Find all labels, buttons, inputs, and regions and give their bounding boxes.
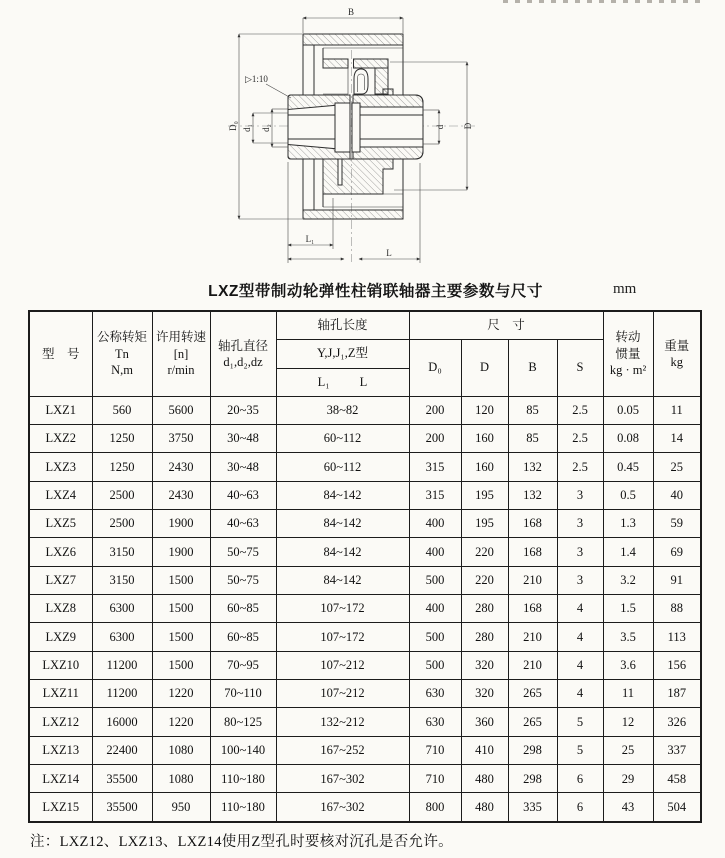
dim-label-d: d [435,124,445,130]
cell-torque: 6300 [92,594,152,622]
cell-speed: 1500 [152,566,210,594]
cell-s: 5 [557,736,603,764]
cell-length: 107~212 [276,651,409,679]
cell-inertia: 0.08 [603,424,653,452]
table-row [29,538,701,566]
sub-header-L1-L: L₁ L [276,368,409,396]
cell-s: 4 [557,651,603,679]
cell-b: 168 [508,594,557,622]
dim-B [303,7,403,33]
cell-weight: 88 [653,594,701,622]
cell-bore: 40~63 [210,481,276,509]
cell-inertia: 0.5 [603,481,653,509]
cell-model: LXZ3 [29,453,92,481]
cell-d0: 630 [409,708,461,736]
col-header-speed: 许用转速 [n] r/min [152,311,210,396]
flange-plate-right [352,103,360,152]
cell-bore: 60~85 [210,623,276,651]
cell-bore: 60~85 [210,594,276,622]
cell-weight: 113 [653,623,701,651]
cell-b: 210 [508,623,557,651]
cell-model: LXZ10 [29,651,92,679]
dim-label-d1: d₁ [242,124,252,132]
cell-torque: 2500 [92,509,152,537]
cell-weight: 326 [653,708,701,736]
cell-inertia: 1.4 [603,538,653,566]
dim-d2 [261,109,288,147]
cell-d: 195 [461,481,508,509]
cell-inertia: 25 [603,736,653,764]
cell-weight: 504 [653,793,701,822]
cell-length: 132~212 [276,708,409,736]
cell-speed: 1900 [152,509,210,537]
cell-s: 3 [557,538,603,566]
cell-speed: 2430 [152,453,210,481]
cell-d: 480 [461,764,508,792]
cell-b: 265 [508,708,557,736]
dim-label-L: L [386,248,392,258]
cell-inertia: 3.5 [603,623,653,651]
cell-inertia: 0.45 [603,453,653,481]
cell-model: LXZ11 [29,679,92,707]
cropped-text-fragment [503,0,703,3]
cell-bore: 20~35 [210,396,276,424]
cell-torque: 11200 [92,679,152,707]
cell-d: 320 [461,651,508,679]
cell-torque: 11200 [92,651,152,679]
cell-inertia: 1.3 [603,509,653,537]
cell-d: 360 [461,708,508,736]
dim-label-d2: d₂ [261,124,271,132]
cell-b: 265 [508,679,557,707]
cell-torque: 16000 [92,708,152,736]
table-row [29,651,701,679]
cell-d: 220 [461,566,508,594]
cell-weight: 187 [653,679,701,707]
cell-model: LXZ15 [29,793,92,822]
cell-speed: 1080 [152,736,210,764]
cell-b: 132 [508,481,557,509]
elastic-pin [354,69,368,94]
table-row [29,708,701,736]
cell-d0: 500 [409,651,461,679]
cell-bore: 110~180 [210,764,276,792]
table-row [29,594,701,622]
cell-speed: 1900 [152,538,210,566]
cell-weight: 25 [653,453,701,481]
flange-plate-left [335,103,350,152]
cell-inertia: 3.6 [603,651,653,679]
cell-speed: 1500 [152,594,210,622]
group-header-dimensions: 尺 寸 [409,311,603,339]
cell-d0: 315 [409,453,461,481]
cell-weight: 337 [653,736,701,764]
dim-label-B: B [347,7,355,17]
cell-weight: 156 [653,651,701,679]
cell-model: LXZ4 [29,481,92,509]
col-header-S: S [557,339,603,396]
cell-s: 2.5 [557,396,603,424]
dim-label-L1: L₁ [305,234,315,244]
cell-d: 480 [461,793,508,822]
cell-model: LXZ1 [29,396,92,424]
cell-d: 195 [461,509,508,537]
cell-s: 4 [557,623,603,651]
cell-b: 85 [508,424,557,452]
cell-speed: 3750 [152,424,210,452]
col-header-bore: 轴孔直径 d₁,d₂,dz [210,311,276,396]
cell-b: 168 [508,509,557,537]
col-header-D0: D₀ [409,339,461,396]
cell-d0: 500 [409,566,461,594]
cell-model: LXZ2 [29,424,92,452]
hub-right-section [352,89,423,159]
col-header-torque: 公称转矩Tn N,m [92,311,152,396]
cell-bore: 110~180 [210,793,276,822]
cell-bore: 50~75 [210,566,276,594]
cell-length: 84~142 [276,509,409,537]
cell-weight: 458 [653,764,701,792]
cell-model: LXZ5 [29,509,92,537]
cell-torque: 3150 [92,538,152,566]
cell-speed: 1500 [152,651,210,679]
cell-length: 107~172 [276,623,409,651]
cell-d: 280 [461,623,508,651]
cell-length: 60~112 [276,424,409,452]
cell-d0: 200 [409,396,461,424]
table-row [29,623,701,651]
col-header-inertia: 转动 惯量 kg · m² [603,311,653,396]
cell-d0: 630 [409,679,461,707]
cell-d: 160 [461,424,508,452]
cell-d0: 400 [409,538,461,566]
cell-d0: 400 [409,509,461,537]
dim-d [423,110,445,144]
col-header-weight: 重量 kg [653,311,701,396]
cell-inertia: 29 [603,764,653,792]
cell-weight: 14 [653,424,701,452]
cell-length: 107~212 [276,679,409,707]
cell-d: 320 [461,679,508,707]
cell-length: 107~172 [276,594,409,622]
cell-model: LXZ12 [29,708,92,736]
cell-b: 298 [508,764,557,792]
cell-model: LXZ14 [29,764,92,792]
cell-length: 84~142 [276,538,409,566]
table-row [29,424,701,452]
cell-inertia: 1.5 [603,594,653,622]
cell-length: 60~112 [276,453,409,481]
cell-b: 85 [508,396,557,424]
cell-b: 132 [508,453,557,481]
cell-speed: 1220 [152,679,210,707]
cell-torque: 560 [92,396,152,424]
dim-label-D: D [463,122,473,130]
cell-s: 2.5 [557,453,603,481]
table-row [29,736,701,764]
cell-torque: 22400 [92,736,152,764]
table-row [29,481,701,509]
cell-weight: 11 [653,396,701,424]
cell-d0: 500 [409,623,461,651]
cell-model: LXZ8 [29,594,92,622]
cell-bore: 30~48 [210,424,276,452]
cell-d: 280 [461,594,508,622]
dim-label-D0: D₀ [228,121,238,131]
taper-callout [245,74,291,98]
cell-speed: 2430 [152,481,210,509]
group-header-bore-length: 轴孔长度 [276,311,409,339]
cell-model: LXZ7 [29,566,92,594]
footnote: 注：LXZ12、LXZ13、LXZ14使用Z型孔时要核对沉孔是否允许。 [30,834,453,850]
cell-b: 335 [508,793,557,822]
cell-d0: 710 [409,764,461,792]
cell-model: LXZ13 [29,736,92,764]
sub-header-length-types: Y,J,J₁,Z型 [276,339,409,368]
cell-length: 84~142 [276,566,409,594]
table-row [29,396,701,424]
cell-weight: 59 [653,509,701,537]
cell-d0: 800 [409,793,461,822]
cell-weight: 40 [653,481,701,509]
cell-bore: 50~75 [210,538,276,566]
col-header-model: 型 号 [29,311,92,396]
cell-length: 167~302 [276,764,409,792]
cell-inertia: 0.05 [603,396,653,424]
coupling-section-drawing [170,6,490,264]
table-row [29,764,701,792]
cell-weight: 91 [653,566,701,594]
cell-torque: 1250 [92,453,152,481]
cell-bore: 100~140 [210,736,276,764]
cell-d0: 315 [409,481,461,509]
lower-flange-section [323,159,403,194]
cell-model: LXZ6 [29,538,92,566]
cell-b: 168 [508,538,557,566]
cell-speed: 1080 [152,764,210,792]
cell-torque: 35500 [92,764,152,792]
cell-d0: 710 [409,736,461,764]
hub-left-section [288,95,350,159]
cell-speed: 1500 [152,623,210,651]
table-row [29,566,701,594]
cell-b: 298 [508,736,557,764]
cell-s: 3 [557,481,603,509]
table-row [29,509,701,537]
cell-length: 167~302 [276,793,409,822]
table-row [29,793,701,822]
cell-inertia: 3.2 [603,566,653,594]
taper-label: ▷1:10 [245,74,268,84]
cell-speed: 5600 [152,396,210,424]
cell-bore: 40~63 [210,509,276,537]
cell-speed: 950 [152,793,210,822]
cell-torque: 1250 [92,424,152,452]
cell-d: 160 [461,453,508,481]
unit-label: mm [613,281,637,297]
cell-bore: 80~125 [210,708,276,736]
cell-weight: 69 [653,538,701,566]
cell-torque: 2500 [92,481,152,509]
col-header-B: B [508,339,557,396]
cell-d: 120 [461,396,508,424]
cell-model: LXZ9 [29,623,92,651]
cell-speed: 1220 [152,708,210,736]
cell-s: 6 [557,793,603,822]
cell-s: 4 [557,594,603,622]
cell-d: 410 [461,736,508,764]
cell-b: 210 [508,566,557,594]
cell-inertia: 43 [603,793,653,822]
cell-d0: 400 [409,594,461,622]
table-row [29,679,701,707]
cell-bore: 70~95 [210,651,276,679]
cell-torque: 35500 [92,793,152,822]
cell-s: 4 [557,679,603,707]
cell-d0: 200 [409,424,461,452]
cell-s: 5 [557,708,603,736]
cell-s: 3 [557,509,603,537]
col-header-D: D [461,339,508,396]
cell-s: 2.5 [557,424,603,452]
spec-table [28,310,702,823]
cell-torque: 3150 [92,566,152,594]
table-title: LXZ型带制动轮弹性柱销联轴器主要参数与尺寸 [208,283,543,300]
cell-torque: 6300 [92,623,152,651]
cell-d: 220 [461,538,508,566]
cell-bore: 70~110 [210,679,276,707]
cell-inertia: 12 [603,708,653,736]
table-row [29,453,701,481]
cell-inertia: 11 [603,679,653,707]
spec-table-head [29,311,701,396]
cell-s: 3 [557,566,603,594]
elastic-pin-assembly [323,59,388,94]
cell-s: 6 [557,764,603,792]
cell-length: 84~142 [276,481,409,509]
spec-table-body [29,396,701,822]
cell-bore: 30~48 [210,453,276,481]
cell-length: 38~82 [276,396,409,424]
cell-length: 167~252 [276,736,409,764]
cell-b: 210 [508,651,557,679]
